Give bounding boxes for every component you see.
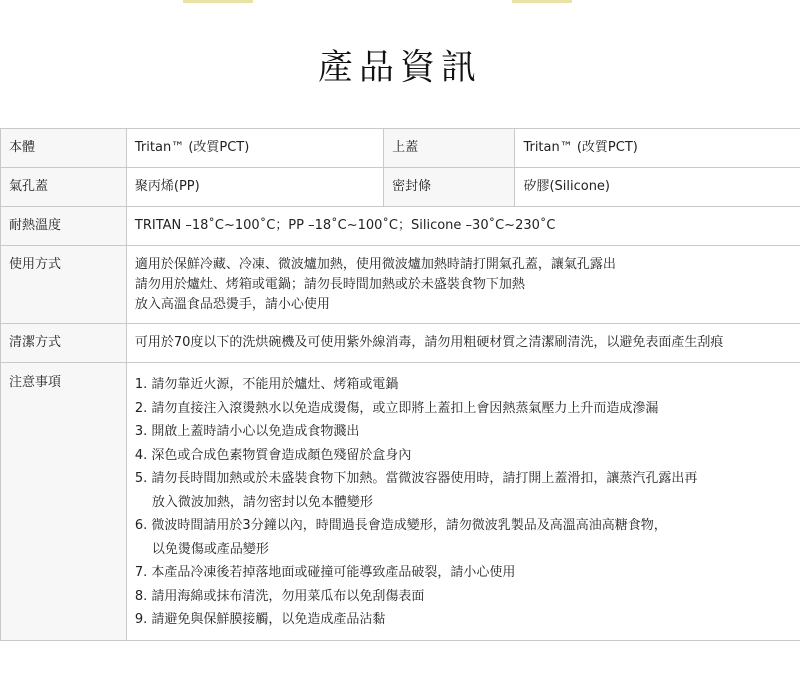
note-item-continuation: 放入微波加熱，請勿密封以免本體變形 <box>151 494 373 510</box>
top-accent-left <box>183 0 253 3</box>
table-row-notes <box>1 363 800 641</box>
product-info-table <box>0 128 800 641</box>
table-row-usage <box>1 246 800 324</box>
lid-label: 上蓋 <box>384 129 515 168</box>
note-item: 5. 請勿長時間加熱或於未盛裝食物下加熱。當微波容器使用時，請打開上蓋滑扣，讓蒸汽孔露出再 <box>134 471 698 486</box>
top-accent-right <box>512 0 572 3</box>
vent-label: 氣孔蓋 <box>1 168 127 207</box>
usage-line: 請勿用於爐灶、烤箱或電鍋；請勿長時間加熱或於未盛裝食物下加熱 <box>134 277 525 292</box>
heat-value: TRITAN –18˚C~100˚C；PP –18˚C~100˚C；Silicone –30˚C~230˚C <box>126 207 800 246</box>
note-item: 1. 請勿靠近火源，不能用於爐灶、烤箱或電鍋 <box>134 377 399 392</box>
page-title: 產品資訊 <box>317 48 482 88</box>
note-item: 8. 請用海綿或抹布清洗，勿用菜瓜布以免刮傷表面 <box>134 588 425 604</box>
usage-label: 使用方式 <box>1 246 127 324</box>
cleaning-value: 可用於70度以下的洗烘碗機及可使用紫外線消毒，請勿用粗硬材質之清潔刷清洗，以避免表面產生刮痕 <box>126 324 800 363</box>
note-item: 9. 請避免與保鮮膜接觸，以免造成產品沾黏 <box>134 612 386 627</box>
notes-value <box>126 363 800 641</box>
cleaning-label: 清潔方式 <box>1 324 127 363</box>
note-item: 7. 本產品冷凍後若掉落地面或碰撞可能導致產品破裂，請小心使用 <box>134 565 516 580</box>
seal-label: 密封條 <box>384 168 515 207</box>
note-item-continuation: 以免燙傷或產品變形 <box>151 541 269 557</box>
table-row-cleaning <box>1 324 800 363</box>
vent-value: 聚丙烯(PP) <box>126 168 383 207</box>
notes-label: 注意事項 <box>1 363 127 641</box>
table-row-body-lid <box>1 129 800 168</box>
note-item: 6. 微波時間請用於3分鐘以內，時間過長會造成變形，請勿微波乳製品及高溫高油高糖食物， <box>134 518 667 533</box>
usage-value <box>126 246 800 324</box>
usage-line: 放入高溫食品恐燙手，請小心使用 <box>134 297 330 312</box>
heat-label: 耐熱溫度 <box>1 207 127 246</box>
note-item: 4. 深色或合成色素物質會造成顏色殘留於盒身內 <box>134 447 412 463</box>
table-row-vent-seal <box>1 168 800 207</box>
seal-value: 矽膠(Silicone) <box>515 168 800 207</box>
body-label: 本體 <box>1 129 127 168</box>
body-value: Tritan™ (改質PCT) <box>126 129 383 168</box>
note-item: 2. 請勿直接注入滾燙熱水以免造成燙傷，或立即將上蓋扣上會因熱蒸氣壓力上升而造成滲漏 <box>134 400 659 416</box>
usage-line: 適用於保鮮冷藏、冷凍、微波爐加熱，使用微波爐加熱時請打開氣孔蓋，讓氣孔露出 <box>134 257 616 272</box>
table-row-heat <box>1 207 800 246</box>
lid-value: Tritan™ (改質PCT) <box>515 129 800 168</box>
note-item: 3. 開啟上蓋時請小心以免造成食物濺出 <box>134 424 360 439</box>
